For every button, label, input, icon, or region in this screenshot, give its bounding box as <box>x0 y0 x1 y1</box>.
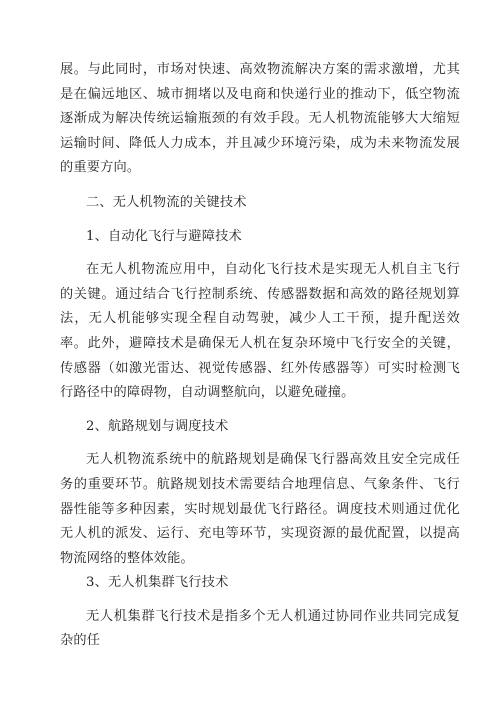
subsection-heading-2: 2、航路规划与调度技术 <box>86 418 229 434</box>
paragraph-2: 在无人机物流应用中，自动化飞行技术是实现无人机自主飞行的关键。通过结合飞行控制系统、传感器数据和高效的路径规划算法，无人机能够实现全程自动驾驶，减少人工干预，提升配送效率。此外，避障技术是确保无人机在复杂环境中飞行安全的关键，传感器（如激光雷达、视觉传感器、红外传感器等）可实时检测飞行路径中的障碍物，自动调整航向，以避免碰撞。 <box>60 262 460 401</box>
subsection-heading-1: 1、自动化飞行与避障技术 <box>86 228 242 244</box>
section-heading: 二、无人机物流的关键技术 <box>86 194 247 210</box>
paragraph-1: 展。与此同时，市场对快速、高效物流解决方案的需求激增，尤其是在偏远地区、城市拥堵以及电商和快递行业的推动下，低空物流逐渐成为解决传统运输瓶颈的有效手段。无人机物流能够大大缩短运输时间、降低人力成本，并且减少环境污染，成为未来物流发展的重要方向。 <box>60 62 460 176</box>
paragraph-3: 无人机物流系统中的航路规划是确保飞行器高效且安全完成任务的重要环节。航路规划技术需要结合地理信息、气象条件、飞行器性能等多种因素，实时规划最优飞行路径。调度技术则通过优化无人机的派发、运行、充电等环节，实现资源的最优配置，以提高物流网络的整体效能。 <box>60 452 460 566</box>
subsection-heading-3: 3、无人机集群飞行技术 <box>86 575 229 591</box>
paragraph-4: 无人机集群飞行技术是指多个无人机通过协同作业共同完成复杂的任 <box>60 608 460 649</box>
